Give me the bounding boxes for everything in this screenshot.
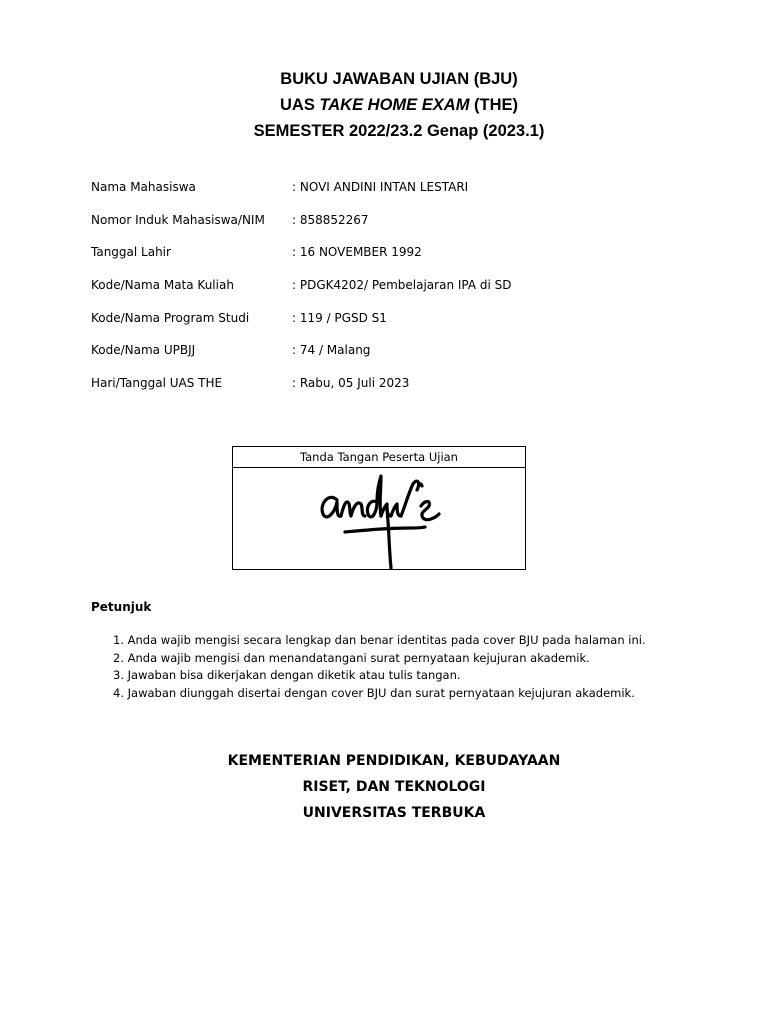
signature-box bbox=[232, 446, 526, 570]
header-subtitle bbox=[0, 92, 768, 118]
header-title: BUKU JAWABAN UJIAN (BJU) bbox=[280, 70, 518, 88]
instructions-list bbox=[113, 632, 646, 702]
identity-label: Kode/Nama Mata Kuliah bbox=[91, 278, 234, 293]
footer-ministry: KEMENTERIAN PENDIDIKAN, KEBUDAYAAN bbox=[227, 753, 561, 769]
signature-label: Tanda Tangan Peserta Ujian bbox=[233, 447, 525, 468]
identity-label: Kode/Nama UPBJJ bbox=[91, 343, 196, 358]
header-subtitle-italic: TAKE HOME EXAM bbox=[319, 96, 470, 114]
header-subtitle-prefix: UAS bbox=[279, 96, 320, 114]
signature-area bbox=[233, 468, 525, 569]
signature-image bbox=[317, 470, 447, 570]
footer-ministry-cont: RISET, DAN TEKNOLOGI bbox=[302, 779, 486, 795]
identity-label: Nama Mahasiswa bbox=[91, 180, 196, 194]
identity-label: Nomor Induk Mahasiswa/NIM bbox=[91, 212, 265, 227]
identity-label: Hari/Tanggal UAS THE bbox=[91, 376, 223, 391]
instruction-item: 4. Jawaban diunggah disertai dengan cover BJU dan surat pernyataan kejujuran akademik. bbox=[113, 685, 635, 700]
instruction-item: 1. Anda wajib mengisi secara lengkap dan benar identitas pada cover BJU pada halaman ini. bbox=[113, 633, 646, 647]
instruction-item: 3. Jawaban bisa dikerjakan dengan diketik atau tulis tangan. bbox=[113, 668, 461, 682]
identity-value: : PDGK4202/ Pembelajaran IPA di SD bbox=[292, 278, 512, 293]
header-subtitle-suffix: (THE) bbox=[469, 96, 519, 114]
identity-value: : 74 / Malang bbox=[292, 343, 371, 358]
identity-value: : Rabu, 05 Juli 2023 bbox=[292, 376, 410, 391]
instructions-title: Petunjuk bbox=[91, 600, 152, 614]
identity-value: : 16 NOVEMBER 1992 bbox=[292, 245, 422, 260]
identity-value: : 858852267 bbox=[292, 212, 369, 227]
identity-label: Kode/Nama Program Studi bbox=[91, 310, 250, 325]
identity-label: Tanggal Lahir bbox=[91, 245, 171, 260]
document-footer bbox=[0, 748, 768, 826]
document-header bbox=[0, 66, 768, 144]
instruction-item: 2. Anda wajib mengisi dan menandatangani surat pernyataan kejujuran akademik. bbox=[113, 650, 590, 665]
identity-value: : 119 / PGSD S1 bbox=[292, 310, 387, 325]
header-semester: SEMESTER 2022/23.2 Genap (2023.1) bbox=[253, 122, 545, 140]
identity-value: : NOVI ANDINI INTAN LESTARI bbox=[292, 180, 469, 194]
footer-university: UNIVERSITAS TERBUKA bbox=[302, 805, 486, 821]
